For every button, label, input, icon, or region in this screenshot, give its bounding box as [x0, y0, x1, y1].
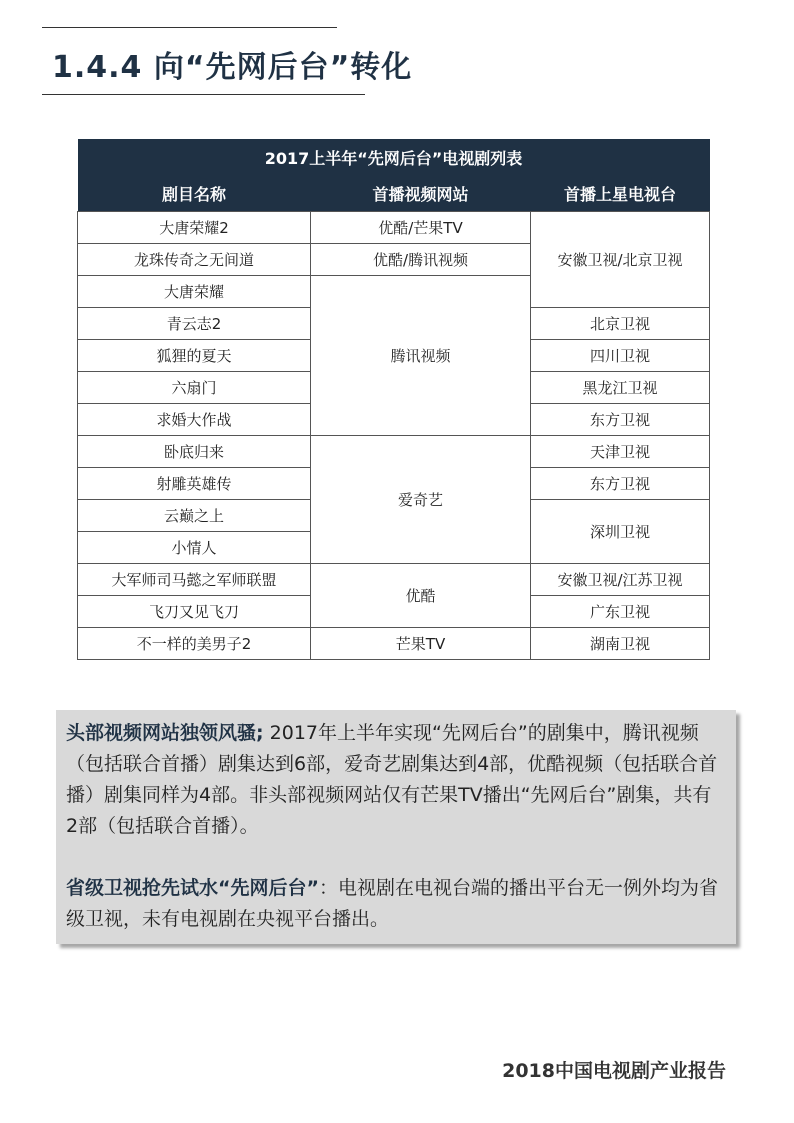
channel-cell: 北京卫视 — [531, 308, 710, 340]
site-cell: 优酷/腾讯视频 — [311, 244, 531, 276]
channel-cell: 深圳卫视 — [531, 500, 710, 564]
summary-body-2: ：电视剧在电视台端的播出平台无一例外均为省级卫视，未有电视剧在央视平台播出。 — [66, 877, 718, 930]
column-header-channel: 首播上星电视台 — [531, 176, 710, 212]
heading-top-rule — [42, 27, 337, 28]
drama-cell: 小情人 — [78, 532, 311, 564]
drama-cell: 求婚大作战 — [78, 404, 311, 436]
summary-paragraph-2 — [66, 873, 722, 935]
drama-cell: 云巅之上 — [78, 500, 311, 532]
column-header-site: 首播视频网站 — [311, 176, 531, 212]
drama-cell: 飞刀又见飞刀 — [78, 596, 311, 628]
site-cell: 优酷/芒果TV — [311, 212, 531, 244]
drama-cell: 狐狸的夏天 — [78, 340, 311, 372]
channel-cell: 安徽卫视/北京卫视 — [531, 212, 710, 308]
drama-cell: 六扇门 — [78, 372, 311, 404]
channel-cell: 黑龙江卫视 — [531, 372, 710, 404]
site-cell: 芒果TV — [311, 628, 531, 660]
channel-cell: 安徽卫视/江苏卫视 — [531, 564, 710, 596]
heading-bottom-rule — [42, 94, 365, 95]
channel-cell: 湖南卫视 — [531, 628, 710, 660]
table-row — [78, 212, 710, 244]
drama-cell: 大军师司马懿之军师联盟 — [78, 564, 311, 596]
section-heading: 1.4.4 向“先网后台”转化 — [52, 50, 413, 85]
table-row — [78, 628, 710, 660]
channel-cell: 东方卫视 — [531, 404, 710, 436]
summary-lead-2: 省级卫视抢先试水“先网后台” — [66, 877, 319, 899]
drama-list-table — [77, 139, 710, 660]
report-footer: 2018中国电视剧产业报告 — [502, 1060, 726, 1082]
table-caption: 2017上半年“先网后台”电视剧列表 — [78, 139, 710, 176]
summary-body-1: 2017年上半年实现“先网后台”的剧集中，腾讯视频（包括联合首播）剧集达到6部，爱奇艺剧集达到4部，优酷视频（包括联合首播）剧集同样为4部。非头部视频网站仅有芒果TV播出“先网后台”剧集，共有2部（包括联合首播）。 — [66, 722, 718, 837]
summary-paragraph-1 — [66, 718, 722, 842]
summary-lead-1: 头部视频网站独领风骚; — [66, 722, 264, 744]
channel-cell: 东方卫视 — [531, 468, 710, 500]
site-cell: 优酷 — [311, 564, 531, 628]
drama-cell: 卧底归来 — [78, 436, 311, 468]
site-cell: 腾讯视频 — [311, 276, 531, 436]
drama-cell: 大唐荣耀2 — [78, 212, 311, 244]
table-row — [78, 436, 710, 468]
drama-cell: 龙珠传奇之无间道 — [78, 244, 311, 276]
drama-cell: 不一样的美男子2 — [78, 628, 311, 660]
column-header-drama: 剧目名称 — [78, 176, 311, 212]
channel-cell: 四川卫视 — [531, 340, 710, 372]
drama-cell: 大唐荣耀 — [78, 276, 311, 308]
site-cell: 爱奇艺 — [311, 436, 531, 564]
channel-cell: 广东卫视 — [531, 596, 710, 628]
drama-cell: 青云志2 — [78, 308, 311, 340]
table-row — [78, 564, 710, 596]
channel-cell: 天津卫视 — [531, 436, 710, 468]
summary-panel — [56, 710, 736, 944]
drama-cell: 射雕英雄传 — [78, 468, 311, 500]
